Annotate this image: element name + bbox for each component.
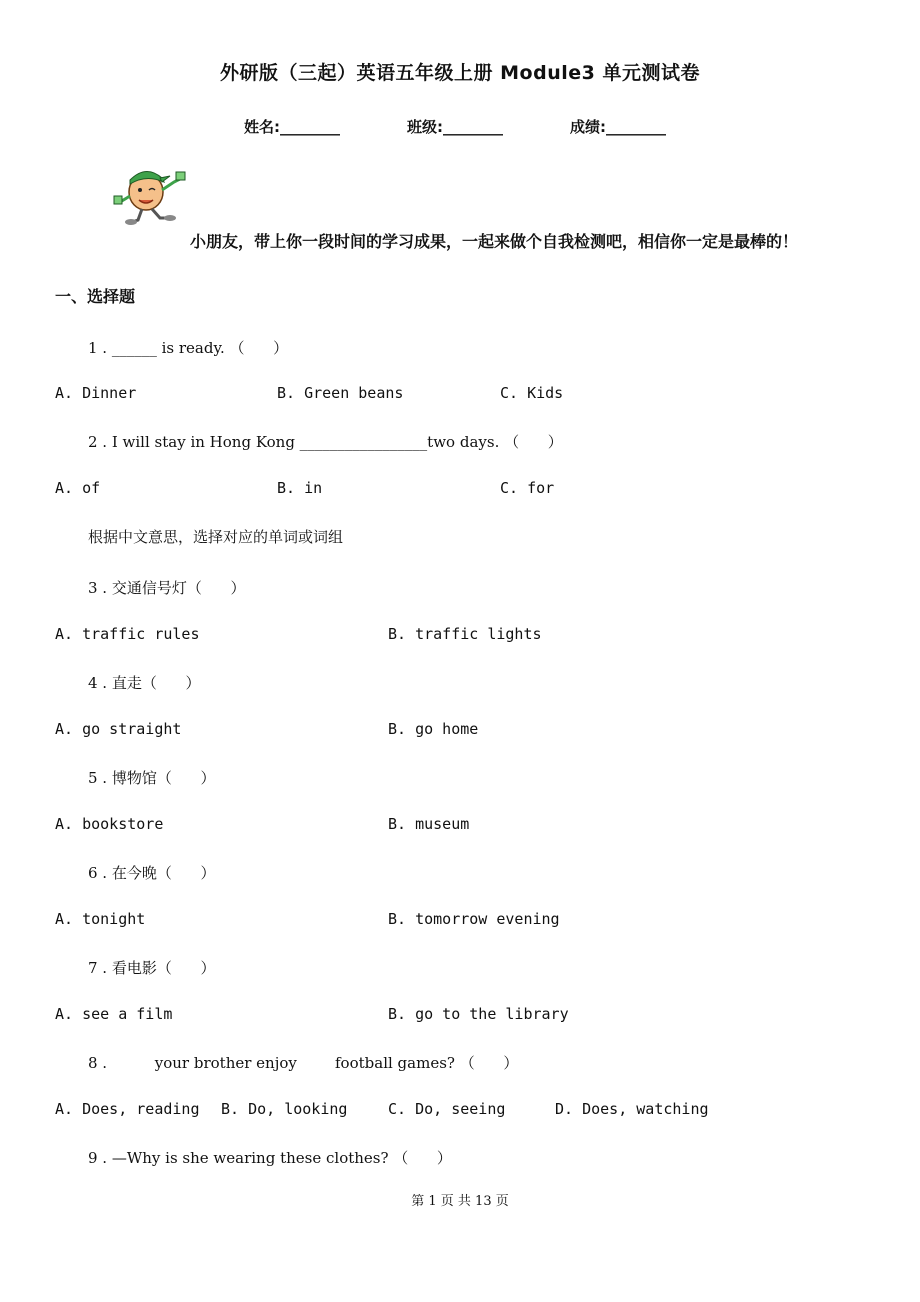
question-stem: 8 . your brother enjoy football games? （ ） bbox=[88, 1054, 519, 1072]
option-b[interactable]: B. Do, looking bbox=[221, 1100, 348, 1118]
option-a[interactable]: A. of bbox=[55, 479, 101, 497]
option-b[interactable]: B. traffic lights bbox=[388, 625, 542, 643]
option-a[interactable]: A. Dinner bbox=[55, 384, 137, 402]
option-b[interactable]: B. in bbox=[277, 479, 323, 497]
question-stem: 4 . 直走（ ） bbox=[88, 674, 201, 692]
question-stem: 5 . 博物馆（ ） bbox=[88, 769, 216, 787]
question-stem: 6 . 在今晚（ ） bbox=[88, 864, 216, 882]
option-b[interactable]: B. museum bbox=[388, 815, 470, 833]
option-b[interactable]: B. go home bbox=[388, 720, 479, 738]
encouragement-text: 小朋友，带上你一段时间的学习成果，一起来做个自我检测吧，相信你一定是最棒的！ bbox=[190, 232, 799, 251]
instruction-text: 根据中文意思，选择对应的单词或词组 bbox=[88, 528, 344, 546]
mascot-icon bbox=[112, 160, 192, 228]
option-b[interactable]: B. go to the library bbox=[388, 1005, 569, 1023]
score-field[interactable]: 成绩:________ bbox=[570, 118, 666, 136]
class-field[interactable]: 班级:________ bbox=[407, 118, 503, 136]
option-c[interactable]: C. Do, seeing bbox=[388, 1100, 506, 1118]
option-c[interactable]: C. for bbox=[500, 479, 555, 497]
option-a[interactable]: A. Does, reading bbox=[55, 1100, 200, 1118]
option-a[interactable]: A. tonight bbox=[55, 910, 146, 928]
page-title: 外研版（三起）英语五年级上册 Module3 单元测试卷 bbox=[220, 62, 700, 84]
option-a[interactable]: A. traffic rules bbox=[55, 625, 200, 643]
option-c[interactable]: C. Kids bbox=[500, 384, 564, 402]
question-stem: 1 . ______ is ready. （ ） bbox=[88, 339, 289, 357]
option-b[interactable]: B. Green beans bbox=[277, 384, 404, 402]
section-title: 一、选择题 bbox=[55, 287, 136, 306]
question-stem: 7 . 看电影（ ） bbox=[88, 959, 216, 977]
question-stem: 3 . 交通信号灯（ ） bbox=[88, 579, 246, 597]
question-stem: 2 . I will stay in Hong Kong _________________two days. （ ） bbox=[88, 433, 563, 451]
option-a[interactable]: A. go straight bbox=[55, 720, 182, 738]
option-a[interactable]: A. see a film bbox=[55, 1005, 173, 1023]
option-b[interactable]: B. tomorrow evening bbox=[388, 910, 560, 928]
page-footer: 第 1 页 共 13 页 bbox=[411, 1194, 509, 1209]
question-stem: 9 . —Why is she wearing these clothes? （ ） bbox=[88, 1149, 452, 1167]
option-d[interactable]: D. Does, watching bbox=[555, 1100, 709, 1118]
option-a[interactable]: A. bookstore bbox=[55, 815, 164, 833]
name-field[interactable]: 姓名:________ bbox=[244, 118, 340, 136]
